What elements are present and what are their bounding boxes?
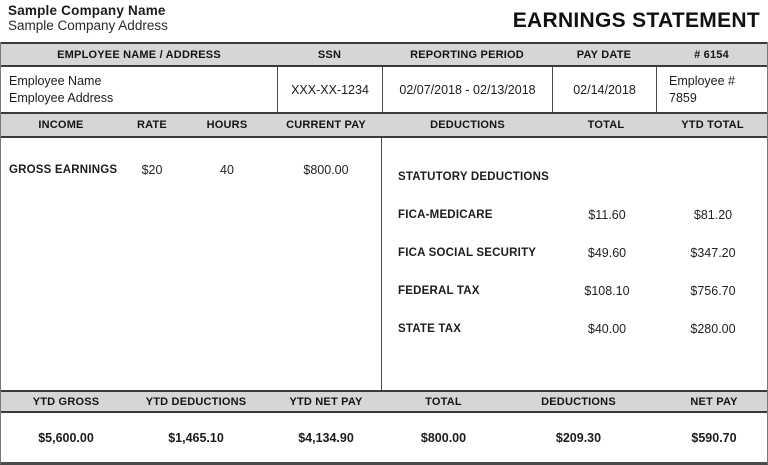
employee-number: 7859	[669, 90, 697, 105]
total-value: $800.00	[420, 430, 467, 445]
gross-earnings-hours: 40	[220, 163, 234, 177]
company-name: Sample Company Name	[8, 3, 166, 18]
employee-ssn-cell: XXX-XX-1234	[277, 67, 382, 112]
employee-number-cell	[656, 67, 767, 112]
header-ssn: SSN	[317, 48, 342, 61]
deduction-label: FICA-MEDICARE	[398, 209, 493, 221]
header-statement-number: # 6154	[694, 48, 729, 61]
page-header	[0, 0, 768, 42]
deduction-row	[382, 310, 767, 348]
deduction-total: $49.60	[587, 246, 627, 260]
deduction-row	[382, 272, 767, 310]
deductions-section	[381, 138, 767, 390]
deduction-ytd: $756.70	[690, 284, 736, 298]
header-current-pay: CURRENT PAY	[286, 119, 366, 131]
deduction-ytd: $280.00	[690, 322, 736, 336]
summary-values-row	[1, 413, 767, 462]
gross-earnings-rate: $20	[141, 163, 163, 177]
deduction-total: $108.10	[584, 284, 630, 298]
statutory-deductions-title: STATUTORY DEDUCTIONS	[398, 171, 549, 183]
net-pay-value: $590.70	[691, 430, 737, 445]
page-title: EARNINGS STATEMENT	[512, 9, 760, 32]
header-pay-date: PAY DATE	[576, 48, 632, 61]
reporting-period-cell: 02/07/2018 - 02/13/2018	[382, 67, 552, 112]
gross-earnings-row	[1, 138, 381, 177]
header-income: INCOME	[38, 119, 84, 131]
header-summary-deductions: DEDUCTIONS	[541, 395, 616, 408]
gross-earnings-current-pay: $800.00	[303, 163, 349, 177]
header-ytd-total: YTD TOTAL	[681, 119, 744, 131]
employee-name-address-cell	[1, 67, 277, 112]
header-deductions: DEDUCTIONS	[430, 119, 505, 131]
pay-date-cell: 02/14/2018	[552, 67, 656, 112]
employee-address: Employee Address	[9, 90, 114, 105]
header-hours: HOURS	[206, 119, 248, 131]
header-employee-name-address: EMPLOYEE NAME / ADDRESS	[57, 48, 221, 61]
ytd-gross-value: $5,600.00	[38, 430, 94, 445]
employee-number-label: Employee #	[669, 74, 736, 89]
income-section	[1, 138, 381, 390]
header-summary-total: TOTAL	[425, 395, 462, 408]
deduction-row	[382, 196, 767, 234]
deduction-label: FICA SOCIAL SECURITY	[398, 247, 537, 259]
header-rate: RATE	[137, 119, 167, 131]
header-total: TOTAL	[587, 119, 625, 131]
deduction-label: STATE TAX	[398, 323, 462, 335]
deductions-value: $209.30	[555, 430, 602, 445]
income-deductions-header-row	[1, 112, 767, 138]
employee-header-row	[1, 42, 767, 67]
header-ytd-gross: YTD GROSS	[32, 395, 100, 408]
deduction-total: $11.60	[588, 208, 626, 222]
deduction-ytd: $347.20	[690, 246, 736, 260]
header-net-pay: NET PAY	[690, 395, 738, 408]
employee-data-row	[1, 67, 767, 112]
statement-table	[0, 42, 768, 465]
summary-header-row	[1, 390, 767, 413]
header-ytd-net-pay: YTD NET PAY	[289, 395, 363, 408]
company-address: Sample Company Address	[8, 18, 168, 33]
ytd-deductions-value: $1,465.10	[168, 430, 224, 445]
employee-name: Employee Name	[9, 73, 102, 88]
header-reporting-period: REPORTING PERIOD	[410, 48, 524, 61]
deduction-row	[382, 234, 767, 272]
company-block	[8, 3, 168, 33]
deduction-total: $40.00	[587, 322, 627, 336]
statement-body	[1, 138, 767, 390]
deduction-label: FEDERAL TAX	[398, 285, 480, 297]
deduction-ytd: $81.20	[693, 208, 733, 222]
header-ytd-deductions: YTD DEDUCTIONS	[145, 395, 247, 408]
gross-earnings-label: GROSS EARNINGS	[9, 164, 118, 176]
ytd-net-pay-value: $4,134.90	[298, 430, 354, 445]
